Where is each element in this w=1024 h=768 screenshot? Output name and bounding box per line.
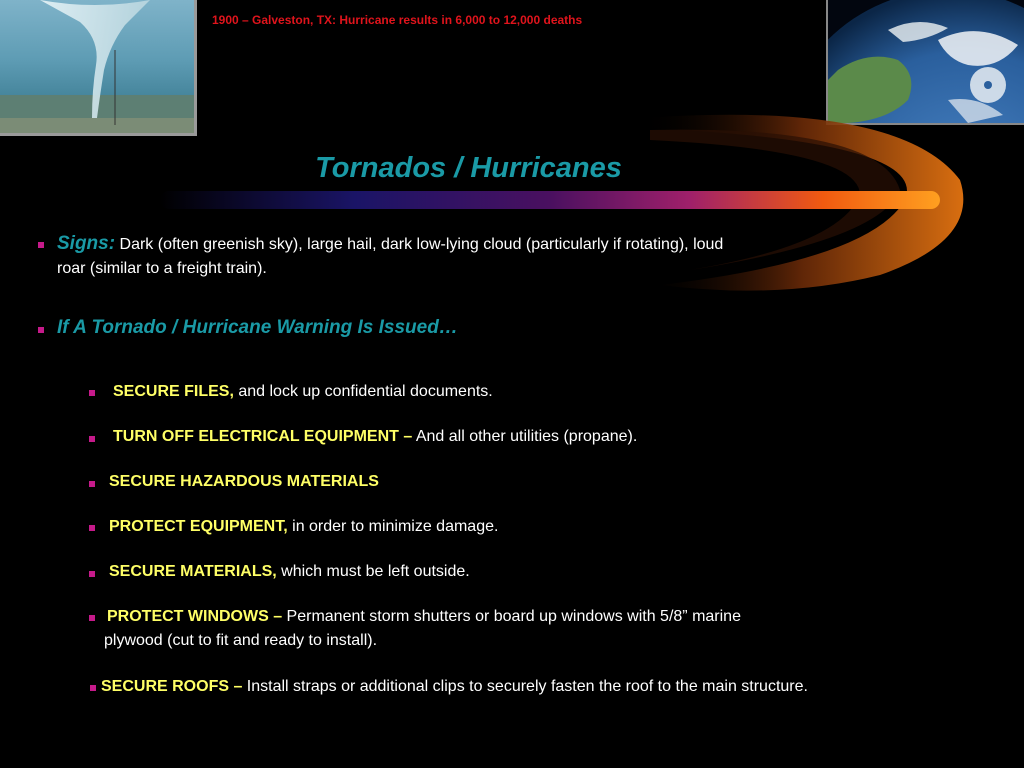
action-item bbox=[109, 515, 498, 539]
action-text: Install straps or additional clips to securely fasten the roof to the main structure. bbox=[242, 678, 808, 695]
action-text: And all other utilities (propane). bbox=[412, 428, 638, 445]
action-bold: TURN OFF ELECTRICAL EQUIPMENT – bbox=[113, 428, 413, 445]
action-bold: SECURE HAZARDOUS MATERIALS bbox=[109, 473, 379, 490]
action-text: Permanent storm shutters or board up windows with 5/8” marine bbox=[282, 608, 741, 625]
action-text: and lock up confidential documents. bbox=[233, 383, 493, 400]
caption-galveston: 1900 – Galveston, TX: Hurricane results in 6,000 to 12,000 deaths bbox=[212, 13, 583, 27]
signs-label: Signs: bbox=[57, 233, 116, 254]
bullet-action-5 bbox=[89, 571, 95, 577]
action-item bbox=[113, 425, 637, 449]
bullet-action-2 bbox=[89, 436, 95, 442]
action-bold: SECURE ROOFS – bbox=[101, 678, 243, 695]
action-text-line2: plywood (cut to fit and ready to install). bbox=[104, 632, 378, 649]
bullet-signs bbox=[38, 242, 44, 248]
signs-text-line1: Dark (often greenish sky), large hail, dark low-lying cloud (particularly if rotating), loud bbox=[115, 236, 724, 253]
bullet-action-4 bbox=[89, 525, 95, 531]
action-item bbox=[101, 675, 808, 699]
action-text: which must be left outside. bbox=[276, 563, 470, 580]
action-item bbox=[113, 380, 493, 404]
action-text: in order to minimize damage. bbox=[287, 518, 499, 535]
action-bold: SECURE MATERIALS, bbox=[109, 563, 277, 580]
bullet-action-7 bbox=[90, 685, 96, 691]
action-item bbox=[104, 605, 927, 653]
bullet-action-3 bbox=[89, 481, 95, 487]
action-item bbox=[109, 560, 470, 584]
action-bold: SECURE FILES, bbox=[113, 383, 234, 400]
action-bold: PROTECT WINDOWS – bbox=[107, 608, 283, 625]
signs-text-line2: roar (similar to a freight train). bbox=[57, 260, 267, 277]
bullet-action-6 bbox=[89, 615, 95, 621]
bullet-warning bbox=[38, 327, 44, 333]
action-item bbox=[109, 470, 379, 494]
signs-item bbox=[57, 232, 907, 281]
bullet-action-1 bbox=[89, 390, 95, 396]
warning-heading: If A Tornado / Hurricane Warning Is Issued… bbox=[57, 317, 458, 338]
slide-title: Tornados / Hurricanes bbox=[315, 152, 622, 184]
action-bold: PROTECT EQUIPMENT, bbox=[109, 518, 288, 535]
